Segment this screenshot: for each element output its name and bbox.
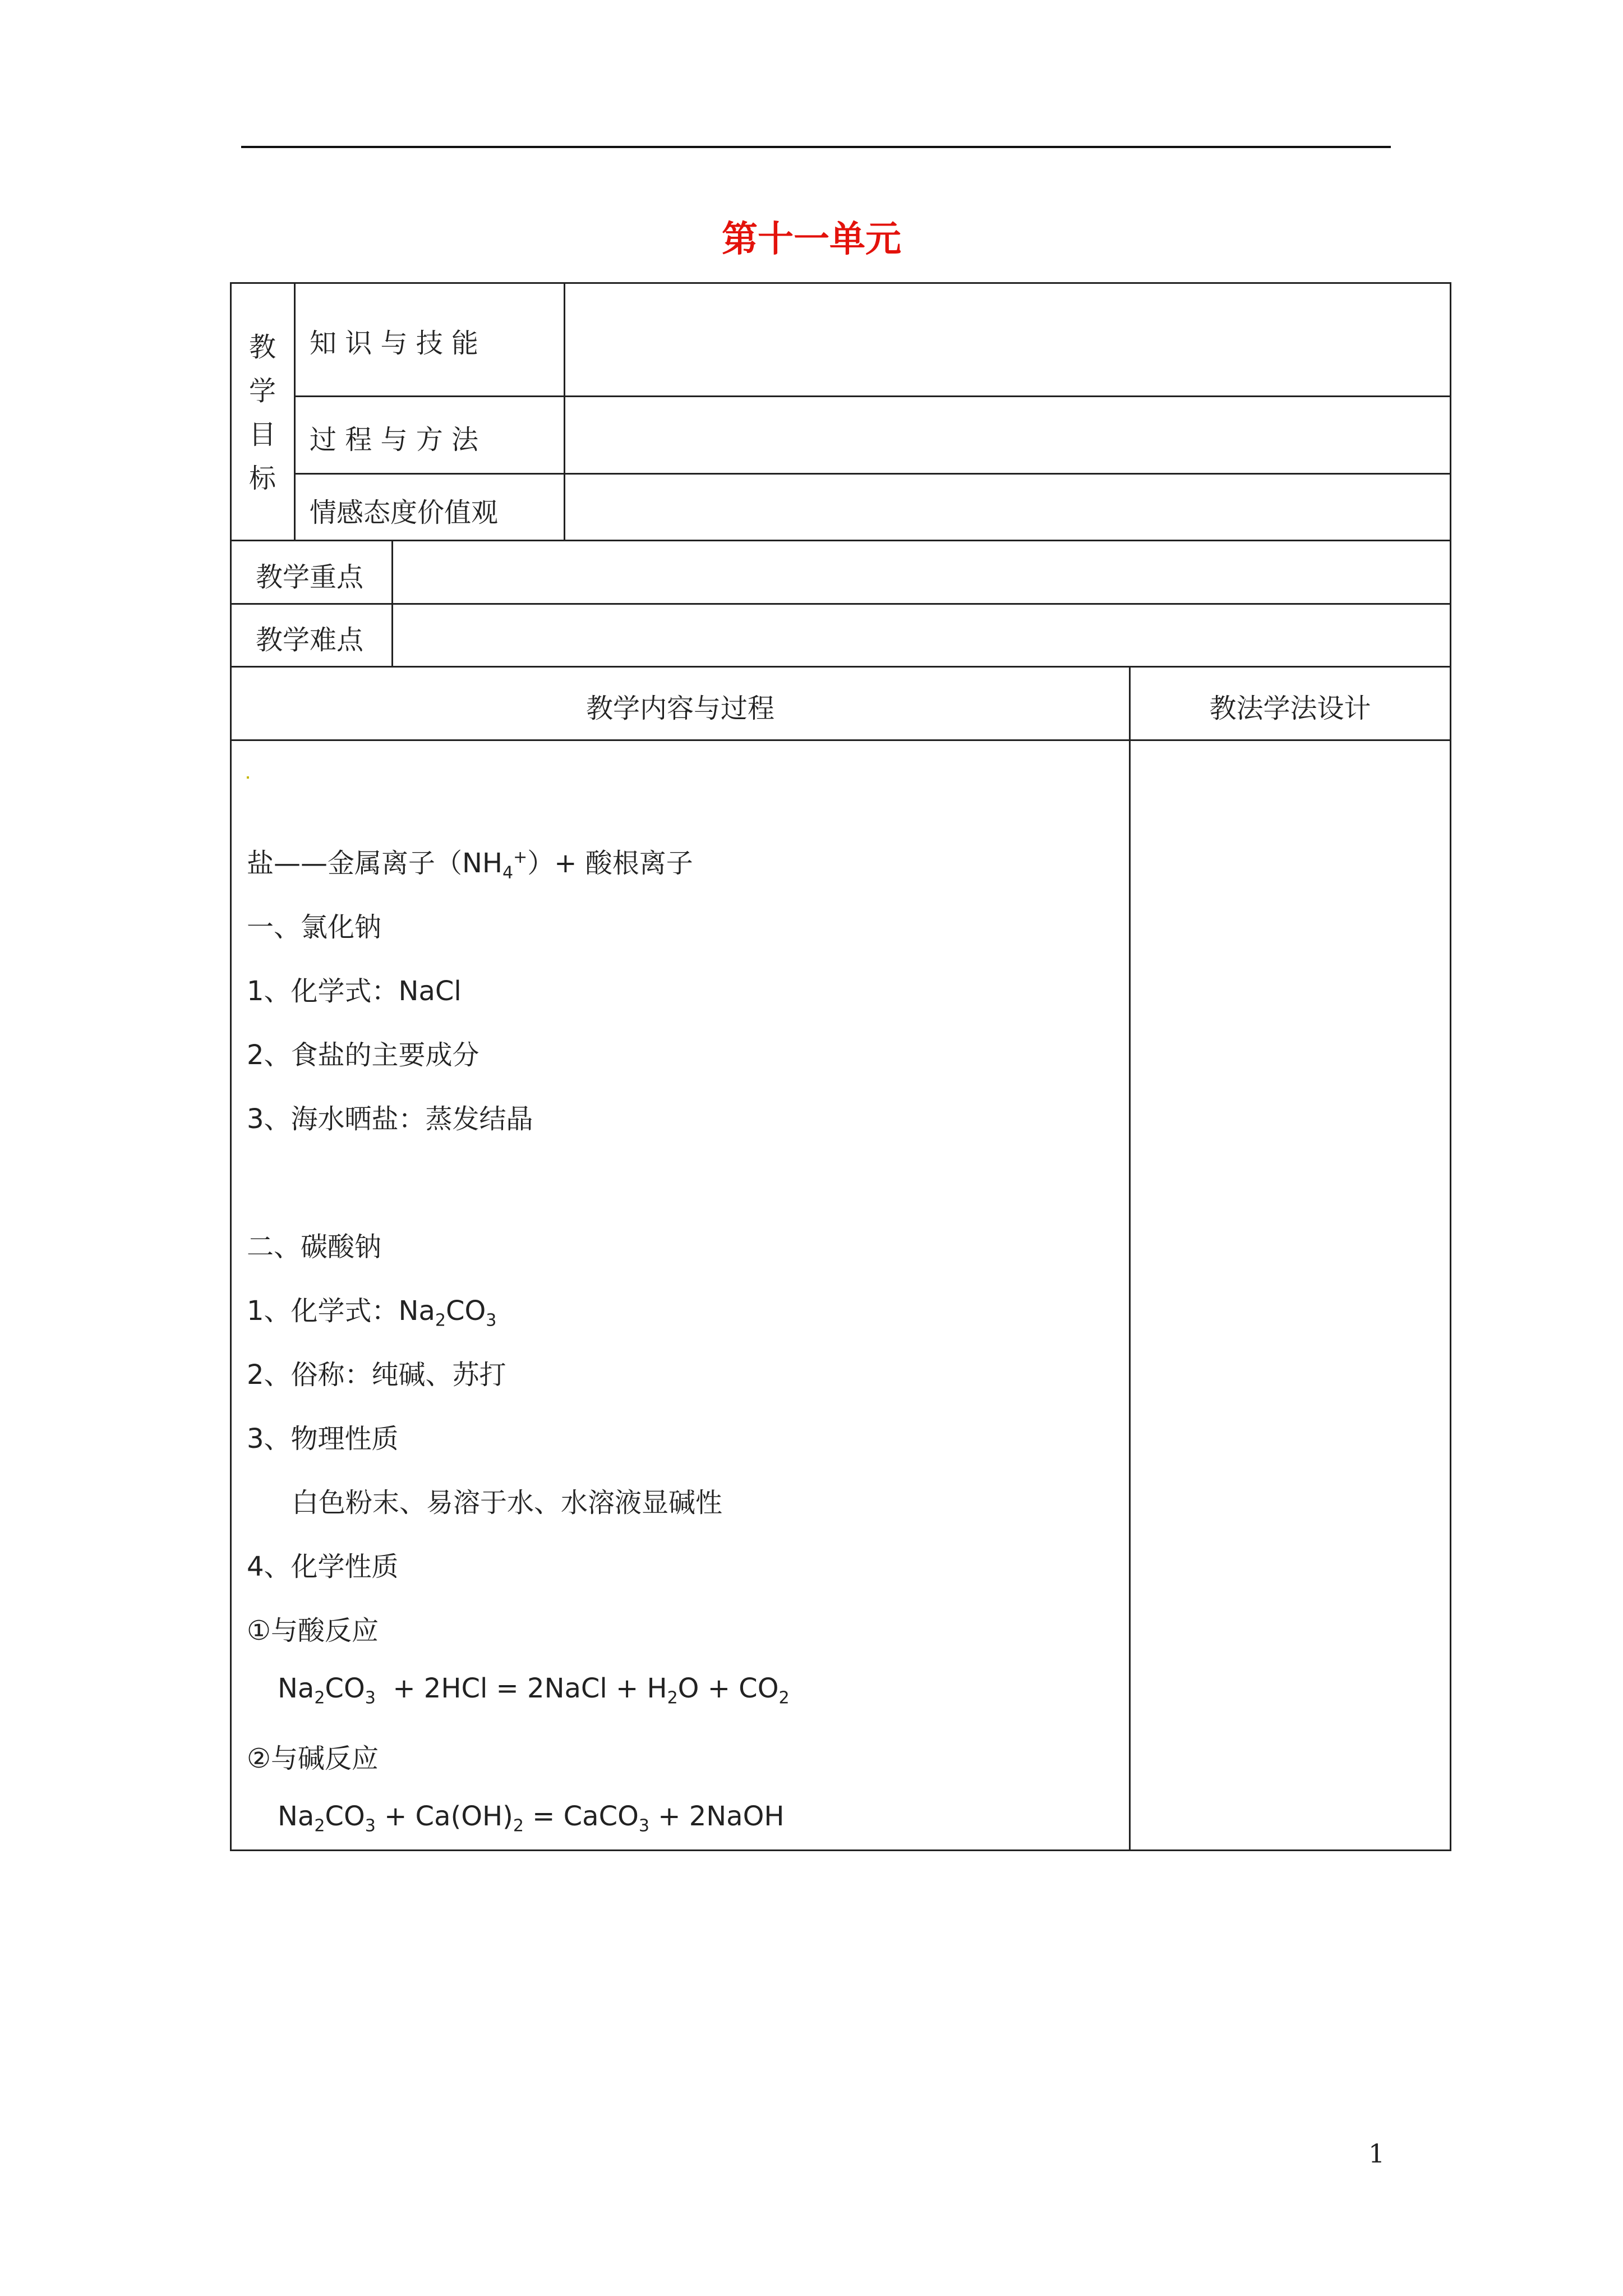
section-1-item-3: 3、海水晒盐：蒸发结晶 xyxy=(247,1103,533,1135)
difficult-point-label: 教学难点 xyxy=(256,624,364,656)
header-rule xyxy=(241,146,1391,148)
section-2-item-4: 4、化学性质 xyxy=(247,1551,399,1582)
salt-definition: 盐——金属离子$(NH_4^+)+$ 酸根离子 xyxy=(247,848,693,883)
objective-attitude-label: 情感态度价值观 xyxy=(310,497,499,528)
reaction-2-equation: $Na_2CO_3 + Ca(OH)_2$ = CaCO$_3$ + 2NaOH xyxy=(278,1801,785,1836)
section-2-item-3: 3、物理性质 xyxy=(247,1423,399,1455)
section-2-item-1: 1、化学式：$Na_2CO_3$ xyxy=(247,1295,497,1331)
method-column-header: 教法学法设计 xyxy=(1209,693,1371,724)
section-1-item-2: 2、食盐的主要成分 xyxy=(247,1039,479,1071)
section-1-item-1: 1、化学式：NaCl xyxy=(247,976,462,1007)
section-2-title: 二、碳酸钠 xyxy=(247,1231,382,1263)
page-title: 第十一单元 xyxy=(722,219,901,260)
key-point-label: 教学重点 xyxy=(256,562,364,593)
print-speck xyxy=(247,776,249,779)
objectives-group-label: 教 学 目 标 xyxy=(248,332,276,494)
page-number: 1 xyxy=(1368,2138,1385,2169)
content-column-header: 教学内容与过程 xyxy=(585,693,774,724)
section-2-item-3-detail: 白色粉末、易溶于水、水溶液显碱性 xyxy=(292,1487,723,1519)
objective-knowledge-label: 知 识 与 技 能 xyxy=(310,328,479,359)
section-1-title: 一、氯化钠 xyxy=(247,912,382,943)
reaction-1-title: ①与酸反应 xyxy=(247,1615,379,1646)
reaction-1-equation: $Na_2CO_3 + 2HCl$ = 2NaCl + $H_2O + CO_2$ xyxy=(278,1673,790,1708)
reaction-2-title: ②与碱反应 xyxy=(247,1743,379,1774)
objective-process-label: 过 程 与 方 法 xyxy=(310,424,479,455)
section-2-item-2: 2、俗称：纯碱、苏打 xyxy=(247,1359,506,1391)
